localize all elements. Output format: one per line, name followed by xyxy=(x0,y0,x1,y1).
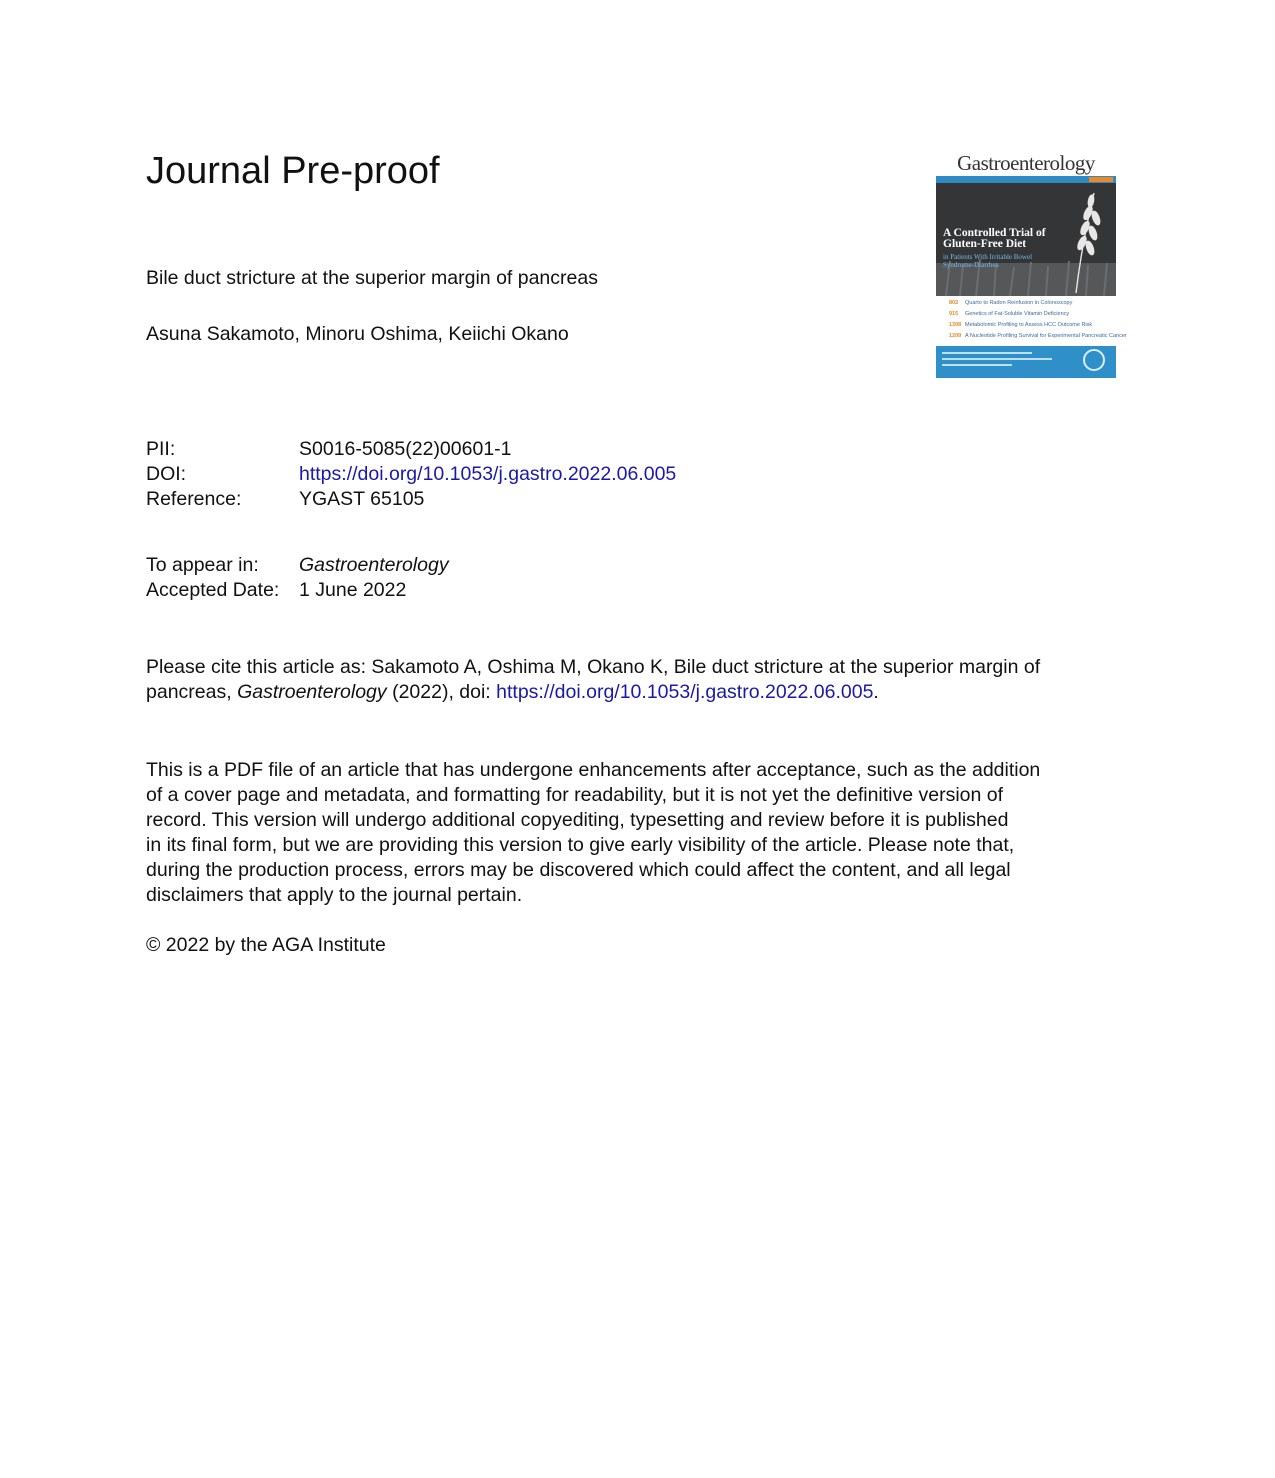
cover-journal-name: Gastroenterology xyxy=(957,151,1095,175)
disclaimer-line: This is a PDF file of an article that has undergone enhancements after acceptance, such as the addition xyxy=(146,759,1041,781)
doi-label: DOI: xyxy=(146,463,187,485)
pii-value: S0016-5085(22)00601-1 xyxy=(299,438,512,460)
cover-toc-item: 1308 Metabolomic Profiling to Assess HCC Outcome Risk xyxy=(949,322,1093,328)
cover-footer-band xyxy=(936,346,1116,378)
accepted-date-value: 1 June 2022 xyxy=(299,579,407,601)
disclaimer-paragraph xyxy=(146,758,1131,908)
accepted-date-row xyxy=(146,578,406,603)
cover-subheadline: in Patients With Irritable Bowel Syndrome-Diarrhea xyxy=(943,253,1033,269)
citation-paragraph xyxy=(146,655,1131,705)
article-authors: Asuna Sakamoto, Minoru Oshima, Keiichi Okano xyxy=(146,323,569,345)
pii-label: PII: xyxy=(146,438,176,460)
appear-in-row xyxy=(146,553,449,578)
reference-value: YGAST 65105 xyxy=(299,488,425,510)
cover-toc-item: 1209 A Nucleotide Profiling Survival for Experimental Pancreatic Cancer xyxy=(949,333,1127,339)
cover-artwork xyxy=(936,183,1116,296)
disclaimer-line: record. This version will undergo additional copyediting, typesetting and review before it is published xyxy=(146,809,1009,831)
appear-in-value: Gastroenterology xyxy=(299,554,449,576)
disclaimer-line: of a cover page and metadata, and formatting for readability, but it is not yet the definitive version of xyxy=(146,784,1004,806)
pii-row xyxy=(146,437,512,462)
journal-cover-thumbnail xyxy=(936,150,1127,378)
accepted-date-label: Accepted Date: xyxy=(146,579,280,601)
page-heading: Journal Pre-proof xyxy=(146,150,440,192)
citation-suffix: . xyxy=(873,681,879,703)
cover-contents xyxy=(936,296,1127,346)
citation-text-middle: (2022), doi: xyxy=(386,681,497,703)
cover-headline: A Controlled Trial of Gluten-Free Diet xyxy=(943,227,1046,250)
appear-in-label: To appear in: xyxy=(146,554,259,576)
citation-doi-link[interactable]: https://doi.org/10.1053/j.gastro.2022.06.005 xyxy=(496,681,874,703)
copyright-notice: © 2022 by the AGA Institute xyxy=(146,934,386,956)
disclaimer-line: disclaimers that apply to the journal pertain. xyxy=(146,884,523,906)
doi-link[interactable]: https://doi.org/10.1053/j.gastro.2022.06.005 xyxy=(299,463,677,485)
disclaimer-line: in its final form, but we are providing this version to give early visibility of the article. Please note that, xyxy=(146,834,1015,856)
citation-text: Please cite this article as: Sakamoto A, Oshima M, Okano K, Bile duct stricture at the superior margin of pancreas, xyxy=(146,656,1041,703)
cover-color-band xyxy=(936,176,1116,183)
reference-row xyxy=(146,487,424,512)
reference-label: Reference: xyxy=(146,488,242,510)
citation-journal: Gastroenterology xyxy=(237,681,387,703)
aga-seal-icon xyxy=(1083,349,1105,371)
disclaimer-line: during the production process, errors may be discovered which could affect the content, and all legal xyxy=(146,859,1011,881)
cover-toc-item: 802 Quarto to Radon Reinfusion in Colonoscopy xyxy=(949,300,1073,306)
cover-toc-item: 915 Genetics of Fat-Soluble Vitamin Deficiency xyxy=(949,311,1070,317)
doi-row xyxy=(146,462,676,487)
article-title: Bile duct stricture at the superior margin of pancreas xyxy=(146,267,598,289)
